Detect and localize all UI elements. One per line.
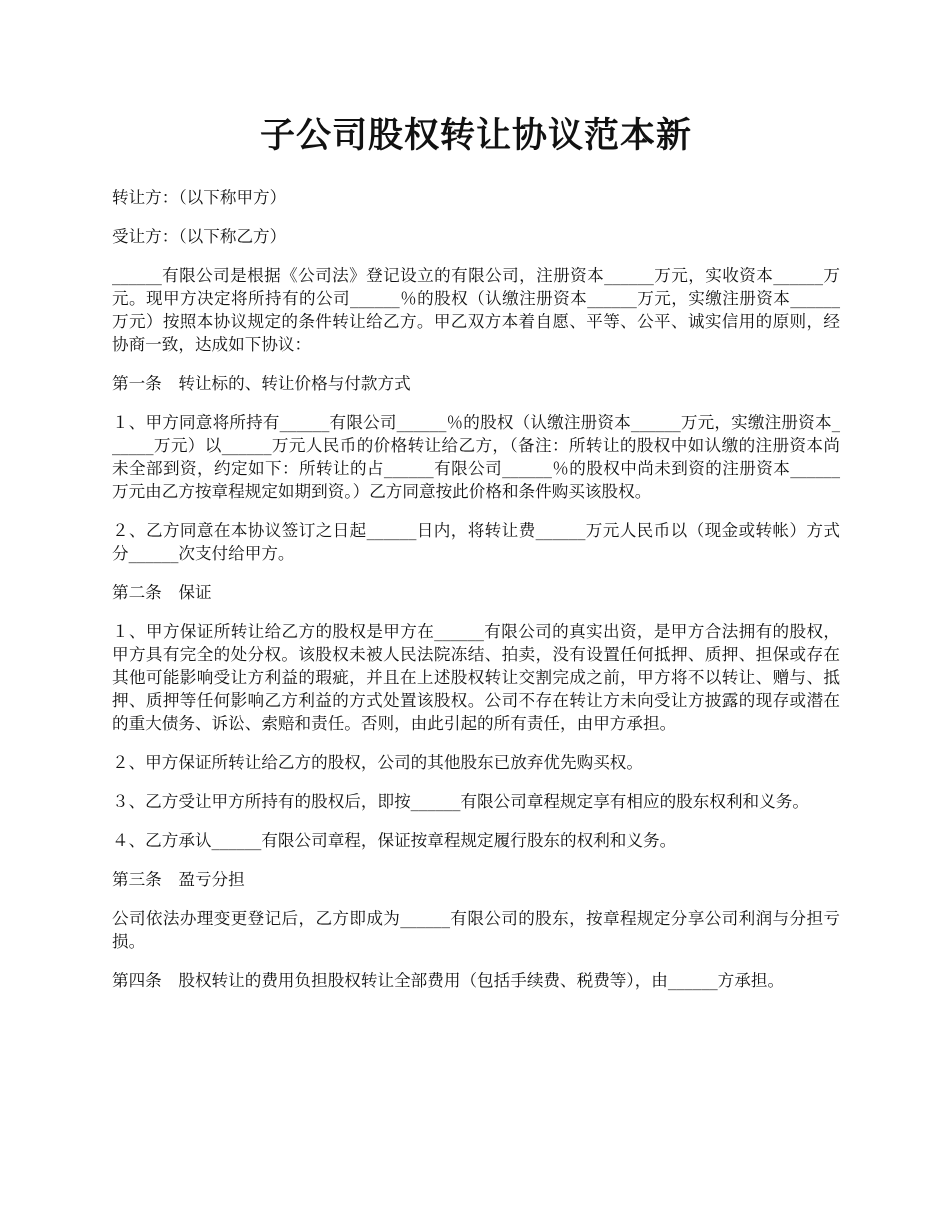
article-1-item-1: １、甲方同意将所持有______有限公司______％的股权（认缴注册资本______万元，实缴注册资本______万元）以______万元人民币的价格转让给乙方，（备注：所转让的股权中如认缴的注册资本尚未全部到资，约定如下：所转让的占______有限公司______％的股权中尚未到资的注册资本______万元由乙方按章程规定如期到资。）乙方同意按此价格和条件购买该股权。 bbox=[112, 413, 840, 501]
intro-paragraph: ______有限公司是根据《公司法》登记设立的有限公司，注册资本______万元，实收资本______万元。现甲方决定将所持有的公司______％的股权（认缴注册资本______万元，实缴注册资本______万元）按照本协议规定的条件转让给乙方。甲乙双方本着自愿、平等、公平、诚实信用的原则，经协商一致，达成如下协议： bbox=[112, 266, 840, 354]
article-2-item-2: ２、甲方保证所转让给乙方的股权，公司的其他股东已放弃优先购买权。 bbox=[112, 753, 643, 772]
article-4-body: 第四条 股权转让的费用负担股权转让全部费用（包括手续费、税费等），由______方承担。 bbox=[112, 971, 785, 990]
document-title: 子公司股权转让协议范本新 bbox=[259, 115, 692, 156]
article-3-body: 公司依法办理变更登记后，乙方即成为______有限公司的股东，按章程规定分享公司利润与分担亏损。 bbox=[112, 909, 840, 951]
transferee-line: 受让方：（以下称乙方） bbox=[112, 227, 287, 246]
article-2-item-1: １、甲方保证所转让给乙方的股权是甲方在______有限公司的真实出资，是甲方合法拥有的股权，甲方具有完全的处分权。该股权未被人民法院冻结、拍卖，没有设置任何抵押、质押、担保或存在其他可能影响受让方利益的瑕疵，并且在上述股权转让交割完成之前，甲方将不以转让、赠与、抵押、质押等任何影响乙方利益的方式处置该股权。公司不存在转让方未向受让方披露的现存或潜在的重大债务、诉讼、索赔和责任。否则，由此引起的所有责任，由甲方承担。 bbox=[112, 622, 840, 733]
article-2-item-3: ３、乙方受让甲方所持有的股权后，即按______有限公司章程规定享有相应的股东权利和义务。 bbox=[112, 792, 809, 811]
transferor-line: 转让方：（以下称甲方） bbox=[112, 188, 287, 207]
article-3-heading: 第三条 盈亏分担 bbox=[112, 870, 245, 889]
article-2-item-4: ４、乙方承认______有限公司章程，保证按章程规定履行股东的权利和义务。 bbox=[112, 831, 677, 850]
article-1-item-2: ２、乙方同意在本协议签订之日起______日内，将转让费______万元人民币以（现金或转帐）方式分______次支付给甲方。 bbox=[112, 521, 840, 563]
article-1-heading: 第一条 转让标的、转让价格与付款方式 bbox=[112, 374, 411, 393]
article-2-heading: 第二条 保证 bbox=[112, 583, 212, 602]
